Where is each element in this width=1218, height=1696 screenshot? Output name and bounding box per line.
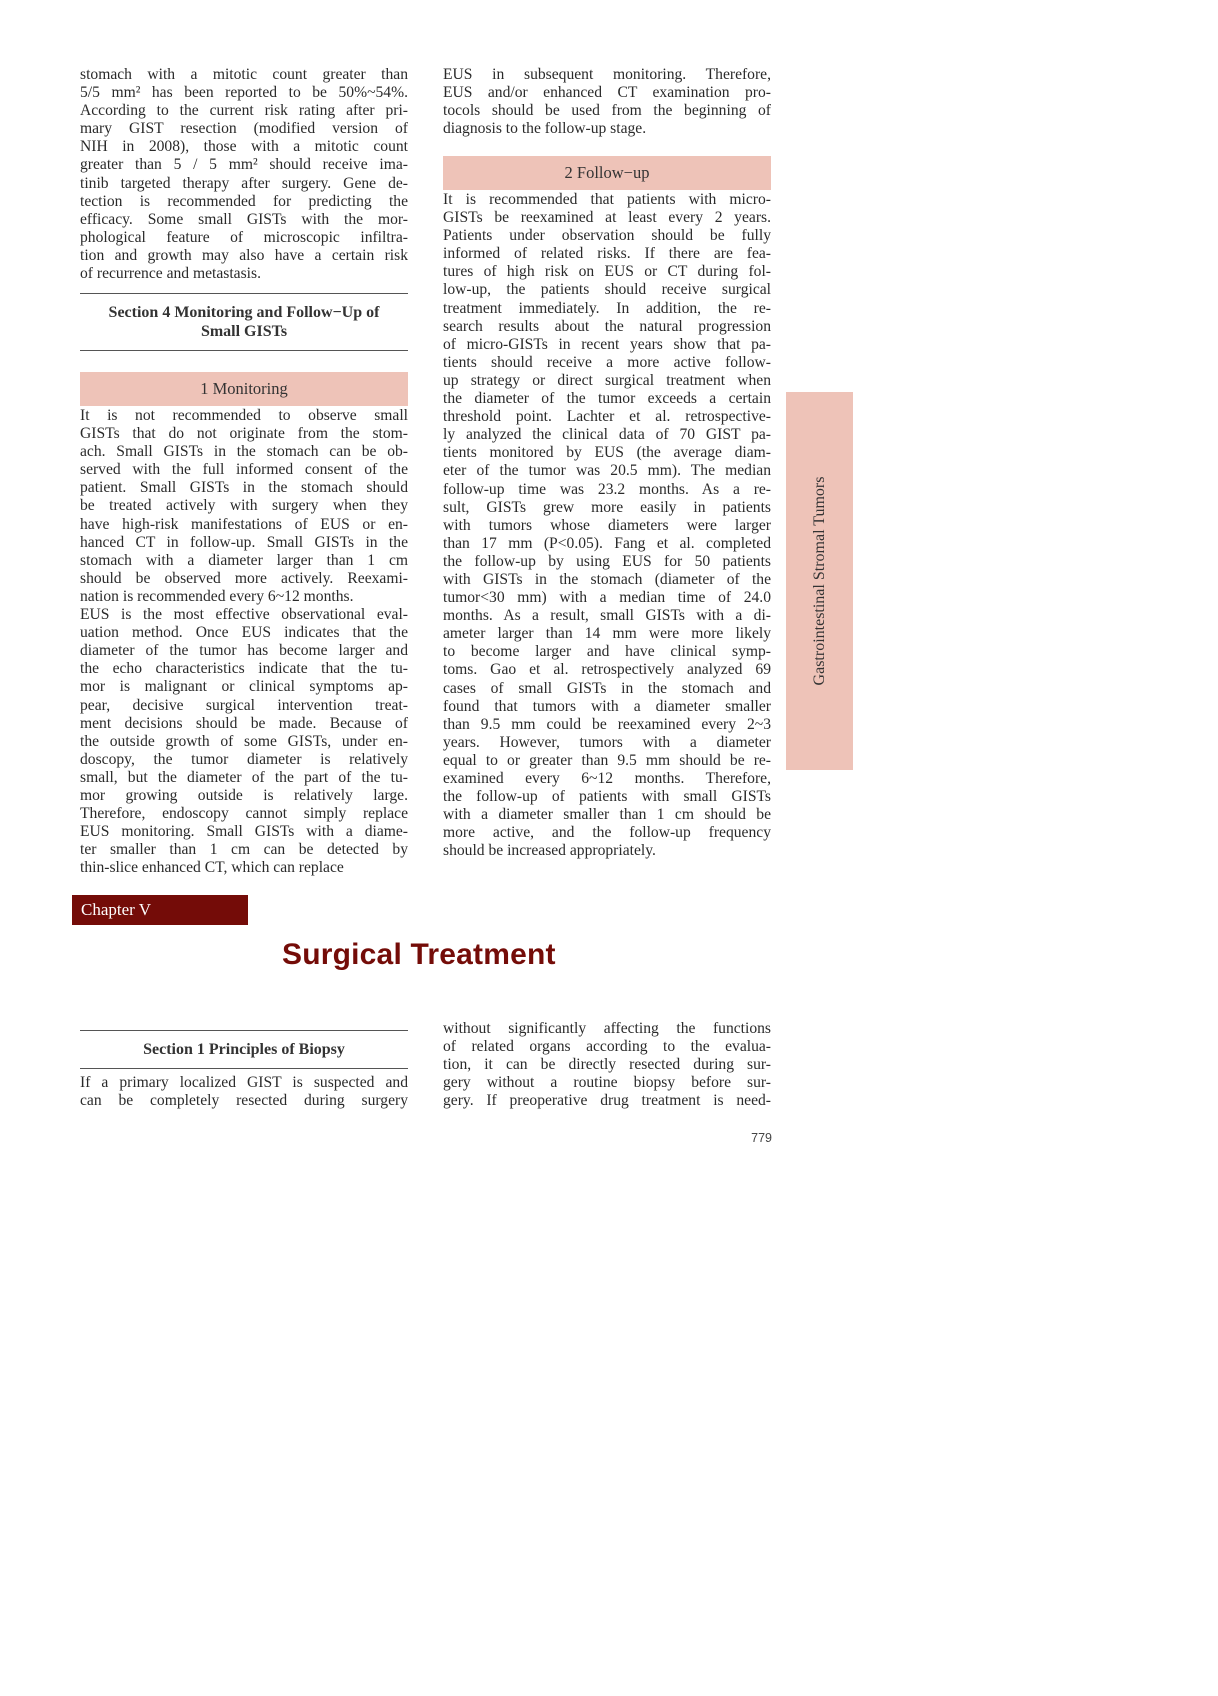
text-line: doscopy, the tumor diameter is relatively: [80, 750, 408, 768]
text-line: uation method. Once EUS indicates that the: [80, 624, 408, 642]
text-line: can be completely resected during surgery: [80, 1092, 408, 1110]
text-line: stomach with a diameter larger than 1 cm: [80, 551, 408, 569]
text-line: with a diameter smaller than 1 cm should be: [443, 806, 771, 824]
section-4-heading: [80, 293, 408, 351]
text-line: months. As a result, small GISTs with a di-: [443, 607, 771, 625]
text-line: have high-risk manifestations of EUS or en-: [80, 515, 408, 533]
text-line: search results about the natural progression: [443, 317, 771, 335]
text-line: Therefore, endoscopy cannot simply replace: [80, 805, 408, 823]
text-line: the echo characteristics indicate that the tu-: [80, 660, 408, 678]
text-line: GISTs be reexamined at least every 2 years.: [443, 209, 771, 227]
followup-paragraph: [443, 191, 771, 860]
text-line: tion, it can be directly resected during sur-: [443, 1056, 771, 1074]
text-line: phological feature of microscopic infiltra-: [80, 228, 408, 246]
text-line: hanced CT in follow-up. Small GISTs in the: [80, 533, 408, 551]
followup-subheading: 2 Follow−up: [443, 156, 771, 190]
monitoring-subheading: 1 Monitoring: [80, 372, 408, 406]
text-line: found that tumors with a diameter smaller: [443, 697, 771, 715]
text-line: According to the current risk rating after pri-: [80, 102, 408, 120]
section-4-heading-line-1: Section 4 Monitoring and Follow−Up of: [108, 304, 380, 321]
section-1-heading: Section 1 Principles of Biopsy: [80, 1030, 408, 1069]
text-line: EUS is the most effective observational eval-: [80, 606, 408, 624]
text-line: equal to or greater than 9.5 mm should be re-: [443, 751, 771, 769]
text-line: patient. Small GISTs in the stomach should: [80, 479, 408, 497]
text-line: tients should receive a more active follow-: [443, 353, 771, 371]
text-line: with tumors whose diameters were larger: [443, 516, 771, 534]
text-line: than 17 mm (P<0.05). Fang et al. completed: [443, 534, 771, 552]
side-tab-running-header: [786, 392, 853, 770]
text-line: gery. If preoperative drug treatment is need-: [443, 1092, 771, 1110]
text-line: tion and growth may also have a certain risk: [80, 246, 408, 264]
left-intro-paragraph: [80, 66, 408, 283]
text-line: ment decisions should be made. Because of: [80, 714, 408, 732]
text-line: tocols should be used from the beginning of: [443, 102, 771, 120]
text-line: treatment immediately. In addition, the re-: [443, 299, 771, 317]
text-line: EUS and/or enhanced CT examination pro-: [443, 84, 771, 102]
text-line: diameter of the tumor has become larger and: [80, 642, 408, 660]
text-line: mor growing outside is relatively large.: [80, 786, 408, 804]
text-line: up strategy or direct surgical treatment when: [443, 371, 771, 389]
text-line: If a primary localized GIST is suspected and: [80, 1074, 408, 1091]
text-line: EUS in subsequent monitoring. Therefore,: [443, 66, 771, 83]
text-line: to become larger and have clinical symp-: [443, 643, 771, 661]
text-line: examined every 6~12 months. Therefore,: [443, 770, 771, 787]
text-line: threshold point. Lachter et al. retrospective-: [443, 408, 771, 426]
text-line: of recurrence and metastasis.: [80, 265, 261, 283]
text-line: the follow-up of patients with small GISTs: [443, 788, 771, 806]
text-line: mor is malignant or clinical symptoms ap-: [80, 678, 408, 696]
text-line: ameter larger than 14 mm were more likely: [443, 625, 771, 643]
text-line: tumor<30 mm) with a median time of 24.0: [443, 589, 771, 607]
text-line: greater than 5 / 5 mm² should receive ima-: [80, 156, 408, 174]
text-line: EUS monitoring. Small GISTs with a diame-: [80, 823, 408, 841]
text-line: of micro-GISTs in recent years show that pa-: [443, 335, 771, 353]
text-line: without significantly affecting the functions: [443, 1020, 771, 1037]
biopsy-paragraph-right: [443, 1020, 771, 1110]
text-line: sult, GISTs grew more easily in patients: [443, 498, 771, 516]
text-line: nation is recommended every 6~12 months.: [80, 587, 354, 605]
text-line: should be increased appropriately.: [443, 842, 656, 860]
text-line: mary GIST resection (modified version of: [80, 120, 408, 138]
text-line: eter of the tumor was 20.5 mm). The median: [443, 462, 771, 480]
text-line: be treated actively with surgery when they: [80, 497, 408, 515]
text-line: It is recommended that patients with micro-: [443, 191, 771, 208]
text-line: ly analyzed the clinical data of 70 GIST pa-: [443, 426, 771, 444]
text-line: small, but the diameter of the part of the tu-: [80, 768, 408, 786]
text-line: informed of related risks. If there are fea-: [443, 245, 771, 263]
monitoring-paragraph: [80, 407, 408, 877]
text-line: ach. Small GISTs in the stomach can be ob-: [80, 443, 408, 461]
text-line: follow-up time was 23.2 months. As a re-: [443, 480, 771, 498]
chapter-title: Surgical Treatment: [282, 938, 556, 971]
right-intro-paragraph: [443, 66, 771, 138]
text-line: GISTs that do not originate from the stom-: [80, 425, 408, 443]
text-line: the follow-up by using EUS for 50 patients: [443, 552, 771, 570]
text-line: stomach with a mitotic count greater than: [80, 66, 408, 83]
text-line: 5/5 mm² has been reported to be 50%~54%.: [80, 84, 408, 102]
text-line: gery without a routine biopsy before sur-: [443, 1074, 771, 1092]
text-line: efficacy. Some small GISTs with the mor-: [80, 210, 408, 228]
text-line: the outside growth of some GISTs, under en-: [80, 732, 408, 750]
text-line: low-up, the patients should receive surgical: [443, 281, 771, 299]
text-line: of related organs according to the evalua-: [443, 1038, 771, 1056]
text-line: years. However, tumors with a diameter: [443, 733, 771, 751]
biopsy-paragraph-left: [80, 1074, 408, 1110]
page-number: 779: [751, 1131, 772, 1145]
text-line: tection is recommended for predicting the: [80, 192, 408, 210]
text-line: thin-slice enhanced CT, which can replace: [80, 859, 344, 877]
text-line: tients monitored by EUS (the average diam-: [443, 444, 771, 462]
text-line: pear, decisive surgical intervention treat-: [80, 696, 408, 714]
text-line: tures of high risk on EUS or CT during fol-: [443, 263, 771, 281]
text-line: than 9.5 mm could be reexamined every 2~3: [443, 715, 771, 733]
text-line: toms. Gao et al. retrospectively analyzed 69: [443, 661, 771, 679]
section-4-heading-line-2: Small GISTs: [200, 323, 288, 340]
text-line: cases of small GISTs in the stomach and: [443, 679, 771, 697]
text-line: It is not recommended to observe small: [80, 407, 408, 424]
text-line: should be observed more actively. Reexami-: [80, 569, 408, 587]
text-line: served with the full informed consent of the: [80, 461, 408, 479]
chapter-label: Chapter V: [72, 895, 248, 925]
text-line: more active, and the follow-up frequency: [443, 824, 771, 842]
text-line: with GISTs in the stomach (diameter of the: [443, 570, 771, 588]
text-line: tinib targeted therapy after surgery. Gene de-: [80, 174, 408, 192]
text-line: the diameter of the tumor exceeds a certain: [443, 390, 771, 408]
text-line: diagnosis to the follow-up stage.: [443, 120, 647, 138]
text-line: Patients under observation should be fully: [443, 227, 771, 245]
side-tab-label: Gastrointestinal Stromal Tumors: [810, 476, 828, 686]
text-line: NIH in 2008), those with a mitotic count: [80, 138, 408, 156]
text-line: ter smaller than 1 cm can be detected by: [80, 841, 408, 859]
